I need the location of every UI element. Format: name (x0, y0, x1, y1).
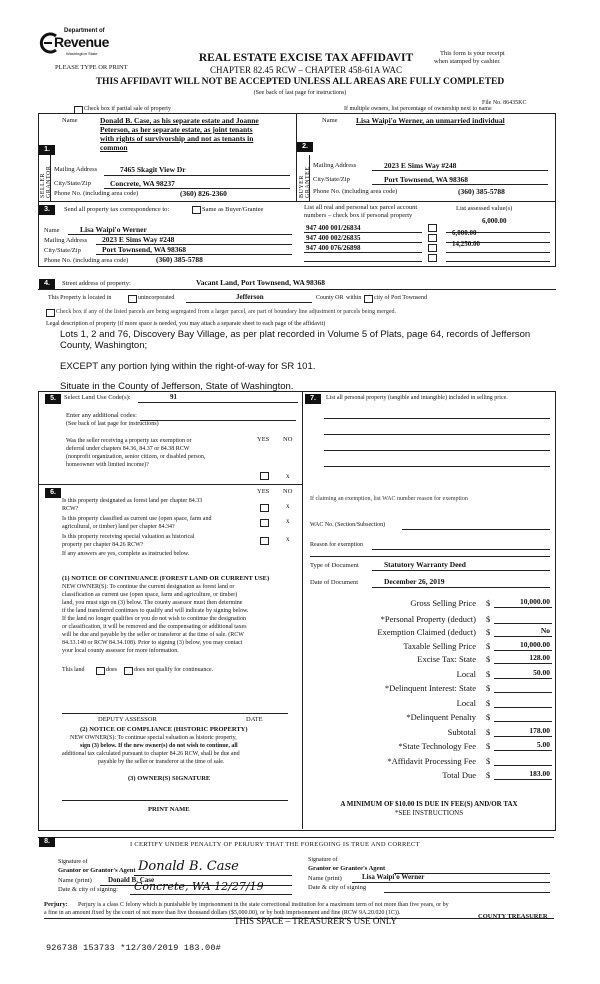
within-label: within (346, 295, 362, 301)
deputy-assessor-label: DEPUTY ASSESSOR (98, 716, 157, 723)
tax-row-currency: $ (486, 683, 491, 693)
exempt-question-4: homeowner with limited income)? (66, 462, 149, 468)
same-as-buyer-checkbox[interactable] (192, 206, 201, 214)
corr-phone-value[interactable]: (360) 385-5788 (156, 255, 203, 264)
tax-row-currency: $ (486, 698, 491, 708)
legal-desc-label: Legal description of property (if more space is needed, you may attach a separate sheet to each page of the affidavit) (46, 321, 326, 327)
tax-row-underline (494, 636, 552, 637)
revenue-logo (38, 28, 108, 58)
form-title: REAL ESTATE EXCISE TAX AFFIDAVIT (198, 52, 414, 64)
segregated-label: Check box if any of the listed parcels are being segregated from a larger parcel, are part of boundary line adjustment or parcels being merged. (56, 309, 396, 315)
tax-row-currency: $ (486, 598, 491, 608)
section-6-number: 6. (45, 488, 61, 498)
receipt-note-1: This form is your receipt (440, 50, 505, 57)
tax-row-currency: $ (486, 627, 491, 637)
exempt-yes-checkbox[interactable] (260, 472, 269, 480)
parcel-personal-checkbox-3[interactable] (428, 244, 437, 252)
notice2-line-4: payable by the seller or transferor at the time of sale. (98, 759, 225, 765)
does-checkbox[interactable] (96, 667, 105, 675)
parcel-account-2[interactable]: 947 400 002/26835 (306, 234, 361, 242)
tax-row-underline (494, 663, 552, 664)
tax-row-value[interactable]: 5.00 (536, 740, 550, 749)
see-instructions-note: *SEE INSTRUCTIONS (394, 809, 464, 817)
notice1-line-4: if the land transferred continues to qualify and will indicate by signing below. (62, 608, 249, 614)
exempt-question-1: Was the seller receiving a property tax exemption or (66, 438, 192, 444)
state-label: Washington State (66, 51, 98, 56)
tax-row-label: Total Due (442, 770, 476, 780)
parcel-account-1[interactable]: 947 400 001/26834 (306, 224, 361, 232)
tax-row-label: Subtotal (447, 727, 476, 737)
tax-row-label: *Delinquent Interest: State (384, 683, 476, 693)
perjury-text-1: Perjury is a class C felony which is punishable by imprisonment in the state correctional institution for a maximum term of not more than five years, or by (78, 902, 449, 908)
grantor-date-value[interactable]: Concrete, WA 12/27/19 (134, 880, 264, 893)
tax-row-currency: $ (486, 741, 491, 751)
seller-side-label: SELLER GRANTOR (40, 165, 52, 198)
tax-row-underline (494, 692, 552, 693)
seller-name-line-2[interactable]: Peterson, as her separate estate, as joint tenants (100, 125, 253, 134)
correspondence-label: Send all property tax correspondence to: (64, 206, 170, 213)
corr-city-value[interactable]: Port Townsend, WA 98368 (102, 245, 187, 254)
tax-row-label: *Personal Property (deduct) (380, 614, 476, 624)
legal-desc-line-1[interactable]: Lots 1, 2 and 76, Discovery Bay Village, as per plat recorded in Volume 5 of Plats, page 64, records of Jefferson (60, 329, 531, 340)
assessed-value-header: List assessed value(s) (456, 205, 513, 212)
see-back-note: (See back of last page for instructions) (253, 90, 347, 96)
s5-no-header: NO (283, 436, 293, 443)
seller-name-line-3[interactable]: with rights of survivorship and not as tenants in (100, 134, 254, 143)
buyer-name-label: Name (322, 117, 338, 124)
receipt-stamp: 926738 153733 *12/30/2019 183.00# (46, 943, 221, 953)
partial-sale-label: Check box if partial sale of property (84, 106, 171, 112)
tax-row-currency: $ (486, 669, 491, 679)
grantee-name-label: Name (print) (308, 875, 342, 882)
buyer-mailing-label: Mailing Address (313, 162, 357, 169)
exempt-question-2: deferral under chapters 84.36, 84.37 or 84.38 RCW (66, 446, 190, 452)
notice1-line-1: NEW OWNER(S): To continue the current designation as forest land or (62, 584, 235, 590)
corr-name-label: Name (44, 227, 60, 234)
tax-row-underline (494, 721, 552, 722)
tax-row-value[interactable]: No (540, 626, 550, 635)
parcel-personal-checkbox-2[interactable] (428, 234, 437, 242)
perjury-text-2: a fine in an amount fixed by the court of not more than five thousand dollars ($5,000.00), or by both imprisonment and fine (RCW 9A.20.020 (1C)). (44, 910, 401, 916)
corr-phone-label: Phone No. (including area code) (44, 257, 129, 264)
current-use-q-line-2: agricultural, or timber) land per chapter 84.34? (62, 524, 175, 530)
section-3-number: 3. (39, 205, 55, 215)
county-value[interactable]: Jefferson (236, 293, 264, 301)
receipt-note-2: when stamped by cashier. (434, 58, 501, 65)
buyer-city-label: City/State/Zip (313, 176, 350, 183)
section-8-number: 8. (39, 837, 55, 847)
s6-yes-header: YES (257, 488, 270, 495)
perjury-label: Perjury: (44, 901, 68, 908)
additional-codes-label: Enter any additional codes: (66, 412, 137, 419)
logo-text: Revenue (54, 34, 109, 50)
grantor-name-value[interactable]: Donald B. Case (108, 876, 155, 884)
notice1-line-6: or classification, it will be removed and the compensating or additional taxes (62, 624, 247, 630)
tax-row-label: Exemption Claimed (deduct) (377, 627, 476, 637)
land-does-label: This land (62, 667, 85, 673)
corr-mailing-label: Mailing Address (44, 237, 88, 244)
personal-property-label: List all personal property (tangible and intangible) included in selling price. (326, 395, 508, 401)
grantee-name-value[interactable]: Lisa Waipi'o Werner (362, 873, 425, 881)
tax-row-value[interactable]: 50.00 (533, 668, 550, 677)
form-chapter: CHAPTER 82.45 RCW – CHAPTER 458-61A WAC (210, 65, 402, 75)
multi-owner-note: If multiple owners, list percentage of ownership next to name (344, 106, 492, 112)
tax-row-currency: $ (486, 770, 491, 780)
notice1-line-3: land, you must sign on (3) below. The county assessor must then determine (62, 600, 243, 606)
notice1-line-8: 84.33.140 or RCW 84.34.108). Prior to signing (3) below, you may contact (62, 640, 243, 646)
form-warning: THIS AFFIDAVIT WILL NOT BE ACCEPTED UNLESS ALL AREAS ARE FULLY COMPLETED (95, 77, 505, 87)
tax-row-underline (494, 678, 552, 679)
county-or-label: County OR (316, 295, 344, 301)
notice1-line-7: will be due and payable by the seller or transferor at the time of sale. (RCW (62, 632, 244, 638)
corr-mailing-value[interactable]: 2023 E Sims Way #248 (102, 235, 175, 244)
buyer-phone-value[interactable]: (360) 385-5788 (458, 187, 505, 196)
notice2-title: (2) NOTICE OF COMPLIANCE (HISTORIC PROPERTY) (80, 726, 248, 733)
doc-type-value[interactable]: Statutory Warranty Deed (384, 560, 466, 569)
tax-row-underline (494, 765, 552, 766)
certify-text: I CERTIFY UNDER PENALTY OF PERJURY THAT THE FOREGOING IS TRUE AND CORRECT (130, 841, 420, 848)
section-2-number: 2. (297, 142, 313, 152)
doc-date-label: Date of Document (310, 579, 359, 586)
located-text: This Property is located in (48, 295, 112, 301)
tax-row-underline (494, 736, 552, 737)
current-use-yes-checkbox[interactable] (260, 519, 269, 527)
tax-row-label: Local (456, 669, 476, 679)
forest-yes-checkbox[interactable] (260, 504, 269, 512)
parcels-header-1: List all real and personal tax parcel account (304, 204, 418, 211)
tax-row-value[interactable]: 128.00 (529, 653, 550, 662)
tax-row-label: *Affidavit Processing Fee (387, 756, 476, 766)
tax-row-label: *State Technology Fee (398, 741, 476, 751)
tax-row-currency: $ (486, 641, 491, 651)
historic-q-line-2: property per chapter 84.26 RCW? (62, 542, 144, 548)
parcel-value-3[interactable]: 14,250.00 (452, 240, 480, 248)
tax-row-label: *Delinquent Penalty (406, 712, 476, 722)
s5-yes-header: YES (257, 436, 270, 443)
notice2-line-3: additional tax calculated pursuant to chapter 84.26 RCW, shall be due and (62, 751, 240, 757)
tax-row-underline (494, 607, 552, 608)
grantor-signature[interactable]: Donald B. Case (138, 859, 239, 874)
corr-city-label: City/State/Zip (44, 247, 81, 254)
tax-row-underline (494, 707, 552, 708)
unincorporated-label: unincorporated (138, 295, 175, 301)
buyer-name-value[interactable]: Lisa Waipi'o Werner, an unmarried individual (356, 116, 505, 125)
buyer-mailing-value[interactable]: 2023 E Sims Way #248 (384, 161, 457, 170)
seller-name-line-4[interactable]: common (100, 143, 128, 152)
grantor-date-label: Date & city of signing: (58, 886, 118, 893)
tax-row-value[interactable]: 10,000.00 (520, 597, 550, 606)
notice1-title: (1) NOTICE OF CONTINUANCE (FOREST LAND OR CURRENT USE) (62, 575, 270, 582)
doc-date-value[interactable]: December 26, 2019 (384, 577, 445, 586)
forest-q-line-2: RCW? (62, 506, 79, 512)
seller-city-label: City/State/Zip (54, 180, 91, 187)
land-use-code[interactable]: 91 (170, 393, 177, 401)
segregated-checkbox[interactable] (46, 309, 55, 317)
tax-row-underline (494, 650, 552, 651)
exemption-claim-label: If claiming an exemption, list WAC number reason for exemption (310, 496, 468, 502)
legal-desc-line-4[interactable]: Situate in the County of Jefferson, State of Washington. (60, 381, 294, 392)
street-address-value[interactable]: Vacant Land, Port Townsend, WA 98368 (196, 278, 325, 287)
exempt-no-answer[interactable]: x (286, 472, 290, 480)
current-use-no-answer[interactable]: x (286, 517, 290, 525)
seller-mailing-value[interactable]: 7465 Skagit View Dr (120, 165, 186, 174)
grantee-agent-label: Grantor or Grantee's Agent (308, 865, 386, 872)
seller-phone-label: Phone No. (including area code) (54, 190, 139, 197)
tax-row-value[interactable]: 10,000.00 (520, 640, 550, 649)
does-label: does (106, 667, 117, 673)
notice2-line-2: sign (3) below. If the new owner(s) do not wish to continue, all (80, 743, 238, 749)
wac-number-label: WAC No. (Section/Subsection) (310, 522, 386, 528)
parcel-value-1[interactable]: 6,000.00 (482, 217, 507, 225)
grantee-sig-of-label: Signature of (308, 857, 338, 863)
exemption-reason-label: Reason for exemption (310, 542, 363, 548)
if-any-yes-note: If any answers are yes, complete as instructed below. (62, 551, 190, 557)
parcels-header-2: numbers – check box if personal property (304, 212, 413, 219)
parcel-value-2[interactable]: 6,000.00 (452, 229, 477, 237)
grantor-sig-of-label: Signature of (58, 859, 88, 865)
grantor-agent-label: Grantor or Grantor's Agent (58, 867, 136, 874)
county-treasurer-label: COUNTY TREASURER (478, 913, 548, 920)
tax-row-underline (494, 750, 552, 751)
tax-row-currency: $ (486, 654, 491, 664)
tax-row-label: Taxable Selling Price (403, 641, 476, 651)
tax-row-underline (494, 779, 552, 780)
buyer-phone-label: Phone No. (including area code) (313, 188, 398, 195)
tax-row-value[interactable]: 183.00 (529, 769, 550, 778)
legal-desc-line-2[interactable]: County, Washington; (60, 340, 148, 351)
seller-name-line-1[interactable]: Donald B. Case, as his separate estate and Joanne (100, 116, 259, 125)
doc-type-label: Type of Document (310, 562, 359, 569)
treasurer-only-label: THIS SPACE – TREASURER'S USE ONLY (234, 916, 398, 926)
tax-row-label: Gross Selling Price (410, 598, 476, 608)
buyer-city-value[interactable]: Port Townsend, WA 98368 (384, 175, 469, 184)
section-7-number: 7. (305, 394, 321, 404)
tax-row-currency: $ (486, 712, 491, 722)
file-number: File No. 86435KC (482, 100, 527, 106)
seller-city-value[interactable]: Concrete, WA 98237 (110, 179, 175, 188)
section-4-number: 4. (39, 279, 55, 289)
current-use-q-line-1: Is this property classified as current use (open space, farm and (62, 516, 212, 522)
grantor-name-label: Name (print) (58, 877, 92, 884)
parcel-personal-checkbox-1[interactable] (428, 224, 437, 232)
forest-q-line-1: Is this property designated as forest land per chapter 84.33 (62, 498, 203, 504)
parcel-account-3[interactable]: 947 400 076/26898 (306, 244, 361, 252)
unincorporated-checkbox[interactable] (128, 295, 137, 303)
notice1-line-5: If the land no longer qualifies or you do not wish to continue the designation (62, 616, 246, 622)
exempt-question-3: (nonprofit organization, senior citizen, or disabled person, (66, 454, 206, 460)
owner-signature-label: (3) OWNER(S) SIGNATURE (128, 775, 211, 782)
minimum-fee-note: A MINIMUM OF $10.00 IS DUE IN FEE(S) AND/OR TAX (340, 800, 518, 808)
please-type: PLEASE TYPE OR PRINT (55, 64, 128, 71)
tax-row-underline (494, 623, 552, 624)
seller-name-label: Name (62, 117, 78, 124)
does-not-checkbox[interactable] (124, 667, 133, 675)
notice1-line-2: classification as current use (open space, farm and agriculture, or timber) (62, 592, 238, 598)
notice1-line-9: your local county assessor for more information. (62, 648, 179, 654)
grantee-date-label: Date & city of signing (308, 884, 367, 891)
same-as-buyer-label: Same as Buyer/Grantee (202, 206, 264, 213)
street-address-label: Street address of property: (62, 280, 131, 287)
dept-label: Department of (64, 28, 105, 34)
tax-row-currency: $ (486, 727, 491, 737)
historic-yes-checkbox[interactable] (260, 537, 269, 545)
city-of-label: city of Port Townsend (374, 295, 427, 301)
seller-mailing-label: Mailing Address (54, 166, 98, 173)
tax-row-value[interactable]: 178.00 (529, 726, 550, 735)
historic-q-line-1: Is this property receiving special valuation as historical (62, 534, 195, 540)
tax-row-label: Local (456, 698, 476, 708)
section-1-number: 1. (39, 145, 55, 155)
parcel-personal-checkbox-4[interactable] (428, 254, 437, 262)
section-5-number: 5. (45, 394, 61, 404)
historic-no-answer[interactable]: x (286, 535, 290, 543)
forest-no-answer[interactable]: x (286, 502, 290, 510)
assessor-date-label: DATE (246, 716, 263, 723)
tax-row-currency: $ (486, 614, 491, 624)
buyer-side-label: BUYER GRANTEE (299, 166, 311, 198)
land-use-see-back: (See back of last page for instructions) (66, 421, 159, 427)
s6-no-header: NO (283, 488, 293, 495)
notice2-line-1: NEW OWNER(S): To continue special valuation as historic property, (70, 735, 237, 741)
seller-phone-value[interactable]: (360) 826-2360 (180, 189, 227, 198)
tax-row-label: Excise Tax: State (417, 654, 476, 664)
corr-name-value[interactable]: Lisa Waipi'o Werner (80, 225, 147, 234)
does-not-label: does not qualify for continuance. (134, 667, 214, 673)
print-name-label: PRINT NAME (148, 806, 190, 813)
legal-desc-line-3[interactable]: EXCEPT any portion lying within the right-of-way for SR 101. (60, 361, 316, 372)
land-use-label: Select Land Use Code(s): (64, 394, 131, 401)
tax-row-currency: $ (486, 756, 491, 766)
city-checkbox[interactable] (364, 295, 373, 303)
